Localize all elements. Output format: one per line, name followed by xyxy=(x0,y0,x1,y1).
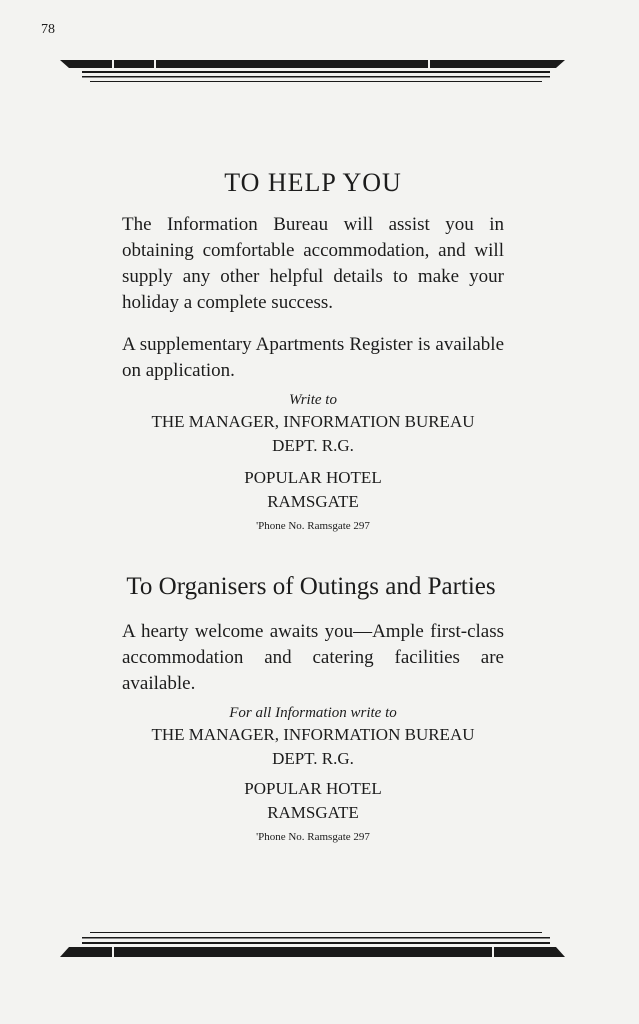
write-to-label: Write to xyxy=(289,392,337,408)
address-line: POPULAR HOTEL xyxy=(244,468,382,487)
outings-paragraph: A hearty welcome awaits you—Ample first-class accommodation and catering facilities are available. xyxy=(122,621,504,694)
address-line: DEPT. R.G. xyxy=(272,436,354,455)
help-paragraph-1: The Information Bureau will assist you in obtaining comfortable accommodation, and will supply any other helpful details to make your holiday a complete success. xyxy=(122,214,504,313)
phone-number: 'Phone No. Ramsgate 297 xyxy=(256,520,370,532)
heading-to-help-you: TO HELP YOU xyxy=(224,168,402,197)
address-line: RAMSGATE xyxy=(267,492,359,511)
write-to-label: For all Information write to xyxy=(229,705,397,721)
page-number: 78 xyxy=(41,22,55,37)
heading-organisers-outings: To Organisers of Outings and Parties xyxy=(126,573,496,600)
top-decorative-rule xyxy=(60,58,565,88)
address-line: RAMSGATE xyxy=(267,803,359,822)
address-line: THE MANAGER, INFORMATION BUREAU xyxy=(151,412,475,431)
help-paragraph-2: A supplementary Apartments Register is available on application. xyxy=(122,334,504,381)
bottom-decorative-rule xyxy=(60,928,565,960)
address-line: DEPT. R.G. xyxy=(272,749,354,768)
phone-number: 'Phone No. Ramsgate 297 xyxy=(256,831,370,843)
address-line: POPULAR HOTEL xyxy=(244,779,382,798)
address-line: THE MANAGER, INFORMATION BUREAU xyxy=(151,725,475,744)
